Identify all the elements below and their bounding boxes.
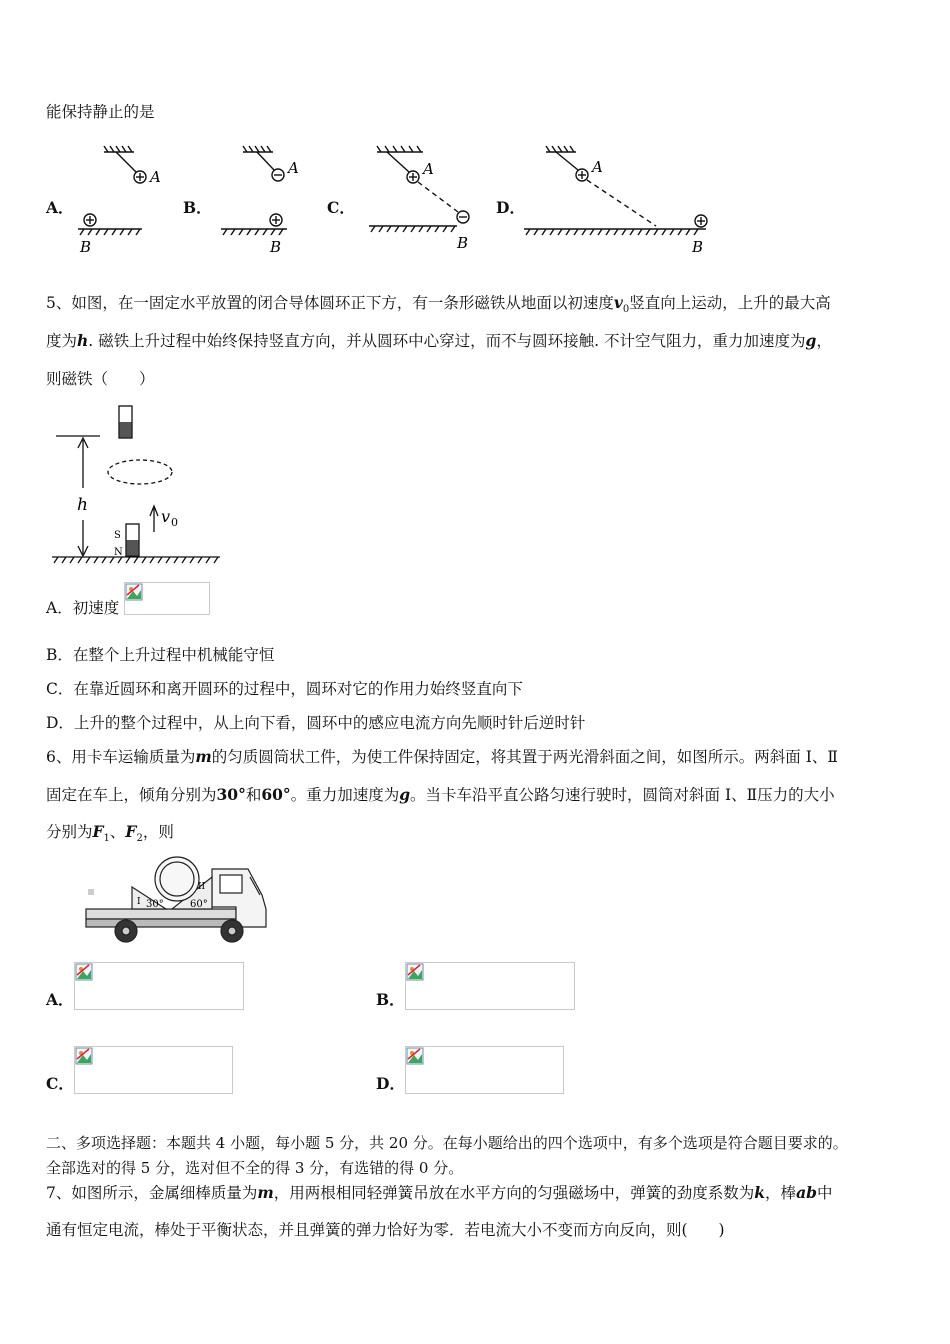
section-2-line-1: 二、多项选择题：本题共 4 小题，每小题 5 分，共 20 分。在每小题给出的四个选项中，有多个选项是符合题目要求的。 xyxy=(46,1134,848,1152)
q7-line-1-pre: 7、如图所示，金属细棒质量为 xyxy=(46,1184,258,1202)
q7-line-1-mid-2: ，棒 xyxy=(765,1184,797,1202)
q5-line-2-post: ， xyxy=(816,332,832,350)
q4-fig-b-label-a: A xyxy=(288,159,299,177)
q6-option-a-label: A． xyxy=(46,990,74,1009)
q5-line-2-pre: 度为 xyxy=(46,332,78,350)
q6-line-2-mid-1: 和 xyxy=(245,786,262,804)
q5-fig-s-label: S xyxy=(114,530,121,541)
broken-image-icon xyxy=(125,583,143,601)
q6-line-2-pre: 固定在车上，倾角分别为 xyxy=(46,786,217,804)
q7-k-symbol: k xyxy=(754,1183,766,1202)
q5-figure xyxy=(48,400,228,575)
q6-line-2-post: 。当卡车沿平直公路匀速行驶时，圆筒对斜面 Ⅰ、Ⅱ压力的大小 xyxy=(410,786,835,804)
q5-line-1-pre: 5、如图，在一固定水平放置的闭合导体圆环正下方，有一条形磁铁从地面以初速度 xyxy=(46,294,614,312)
q6-truck-figure xyxy=(80,855,275,947)
q4-fig-a-label-b: B xyxy=(80,238,92,256)
q6-fig-label-i: I xyxy=(137,897,141,907)
q4-fig-c-label-b: B xyxy=(457,234,469,252)
q6-fig-angle-30: 30° xyxy=(146,899,164,910)
q5-option-a-image xyxy=(124,582,210,615)
q5-line-2 xyxy=(46,331,832,351)
broken-image-icon xyxy=(406,1047,424,1065)
q7-line-1-post: 中 xyxy=(816,1184,833,1202)
q6-option-b-image xyxy=(405,962,575,1010)
q4-figure-a xyxy=(70,140,180,260)
q5-fig-n-label: N xyxy=(114,547,123,558)
q5-h-symbol: h xyxy=(77,331,89,350)
broken-image-icon xyxy=(406,963,424,981)
q4-figure-b xyxy=(215,140,325,260)
q5-line-3: 则磁铁（ ） xyxy=(46,370,155,388)
q6-option-a-image xyxy=(74,962,244,1010)
q6-line-1-post: 的匀质圆筒状工件，为使工件保持固定，将其置于两光滑斜面之间，如图所示。两斜面 Ⅰ、Ⅱ xyxy=(211,748,838,766)
q6-option-d-label: D． xyxy=(376,1074,405,1093)
q5-v0-sub: 0 xyxy=(622,304,630,316)
q6-fig-angle-60: 60° xyxy=(190,899,208,910)
q5-option-a: A．初速度 xyxy=(46,599,120,617)
q6-option-c-label: C． xyxy=(46,1074,74,1093)
q6-f1-sub: 1 xyxy=(103,833,110,845)
q5-line-1 xyxy=(46,293,831,320)
q4-option-b-label: B． xyxy=(183,198,212,217)
q6-line-2 xyxy=(46,785,835,805)
q7-line-2: 通有恒定电流，棒处于平衡状态，并且弹簧的弹力恰好为零．若电流大小不变而方向反向，则( ) xyxy=(46,1221,725,1239)
q4-option-d-label: D． xyxy=(496,198,525,217)
q4-figure-c xyxy=(365,140,495,260)
q6-f1-symbol: F xyxy=(92,822,104,841)
q4-fig-a-label-a: A xyxy=(150,168,161,186)
q4-option-c-label: C． xyxy=(327,198,355,217)
q6-separator: 、 xyxy=(109,823,126,841)
section-2-line-2: 全部选对的得 5 分，选对但不全的得 3 分，有选错的得 0 分。 xyxy=(46,1159,464,1177)
q5-option-d: D．上升的整个过程中，从上向下看，圆环中的感应电流方向先顺时针后逆时针 xyxy=(46,714,586,732)
q5-option-c: C．在靠近圆环和离开圆环的过程中，圆环对它的作用力始终竖直向下 xyxy=(46,680,523,698)
q4-fig-d-label-b: B xyxy=(692,238,704,256)
q5-fig-h-label: h xyxy=(77,495,88,515)
q6-angle-2: 60° xyxy=(261,785,291,804)
q4-figure-d xyxy=(520,140,720,260)
q7-line-1 xyxy=(46,1183,832,1203)
q5-fig-v-label: v xyxy=(161,507,171,526)
q6-line-3 xyxy=(46,822,174,849)
q5-v0-symbol: v xyxy=(613,293,623,312)
q5-line-1-post: 竖直向上运动，上升的最大高 xyxy=(629,294,831,312)
q5-option-b: B．在整个上升过程中机械能守恒 xyxy=(46,646,275,664)
q6-line-1 xyxy=(46,747,838,767)
q7-line-1-mid: ，用两根相同轻弹簧吊放在水平方向的匀强磁场中，弹簧的劲度系数为 xyxy=(273,1184,755,1202)
broken-image-icon xyxy=(75,963,93,981)
q4-option-a-label: A． xyxy=(46,198,74,217)
q5-line-2-mid: . 磁铁上升过程中始终保持竖直方向，并从圆环中心穿过，而不与圆环接触. 不计空气阻力，重力加速度为 xyxy=(88,332,806,350)
q7-ab-symbol: ab xyxy=(796,1183,817,1202)
q7-m-symbol: m xyxy=(257,1183,274,1202)
q4-fig-d-label-a: A xyxy=(592,158,603,176)
broken-image-icon xyxy=(75,1047,93,1065)
q6-option-b-label: B． xyxy=(376,990,405,1009)
q6-line-3-pre: 分别为 xyxy=(46,823,93,841)
q6-m-symbol: m xyxy=(195,747,212,766)
q6-g-symbol: g xyxy=(399,785,411,804)
q4-fig-c-label-a: A xyxy=(423,160,434,178)
q6-fig-label-ii: II xyxy=(198,882,206,892)
q4-fig-b-label-b: B xyxy=(270,238,282,256)
q6-angle-1: 30° xyxy=(216,785,246,804)
q6-f2-symbol: F xyxy=(125,822,137,841)
q6-option-c-image xyxy=(74,1046,233,1094)
q5-fig-v-sub: 0 xyxy=(171,516,178,529)
q6-option-d-image xyxy=(405,1046,564,1094)
q6-line-3-post: ，则 xyxy=(142,823,174,841)
q6-line-2-mid-2: 。重力加速度为 xyxy=(290,786,400,804)
q6-f2-sub: 2 xyxy=(136,833,143,845)
q6-line-1-pre: 6、用卡车运输质量为 xyxy=(46,748,196,766)
q5-g-symbol: g xyxy=(805,331,817,350)
q4-stem-tail: 能保持静止的是 xyxy=(46,103,155,121)
